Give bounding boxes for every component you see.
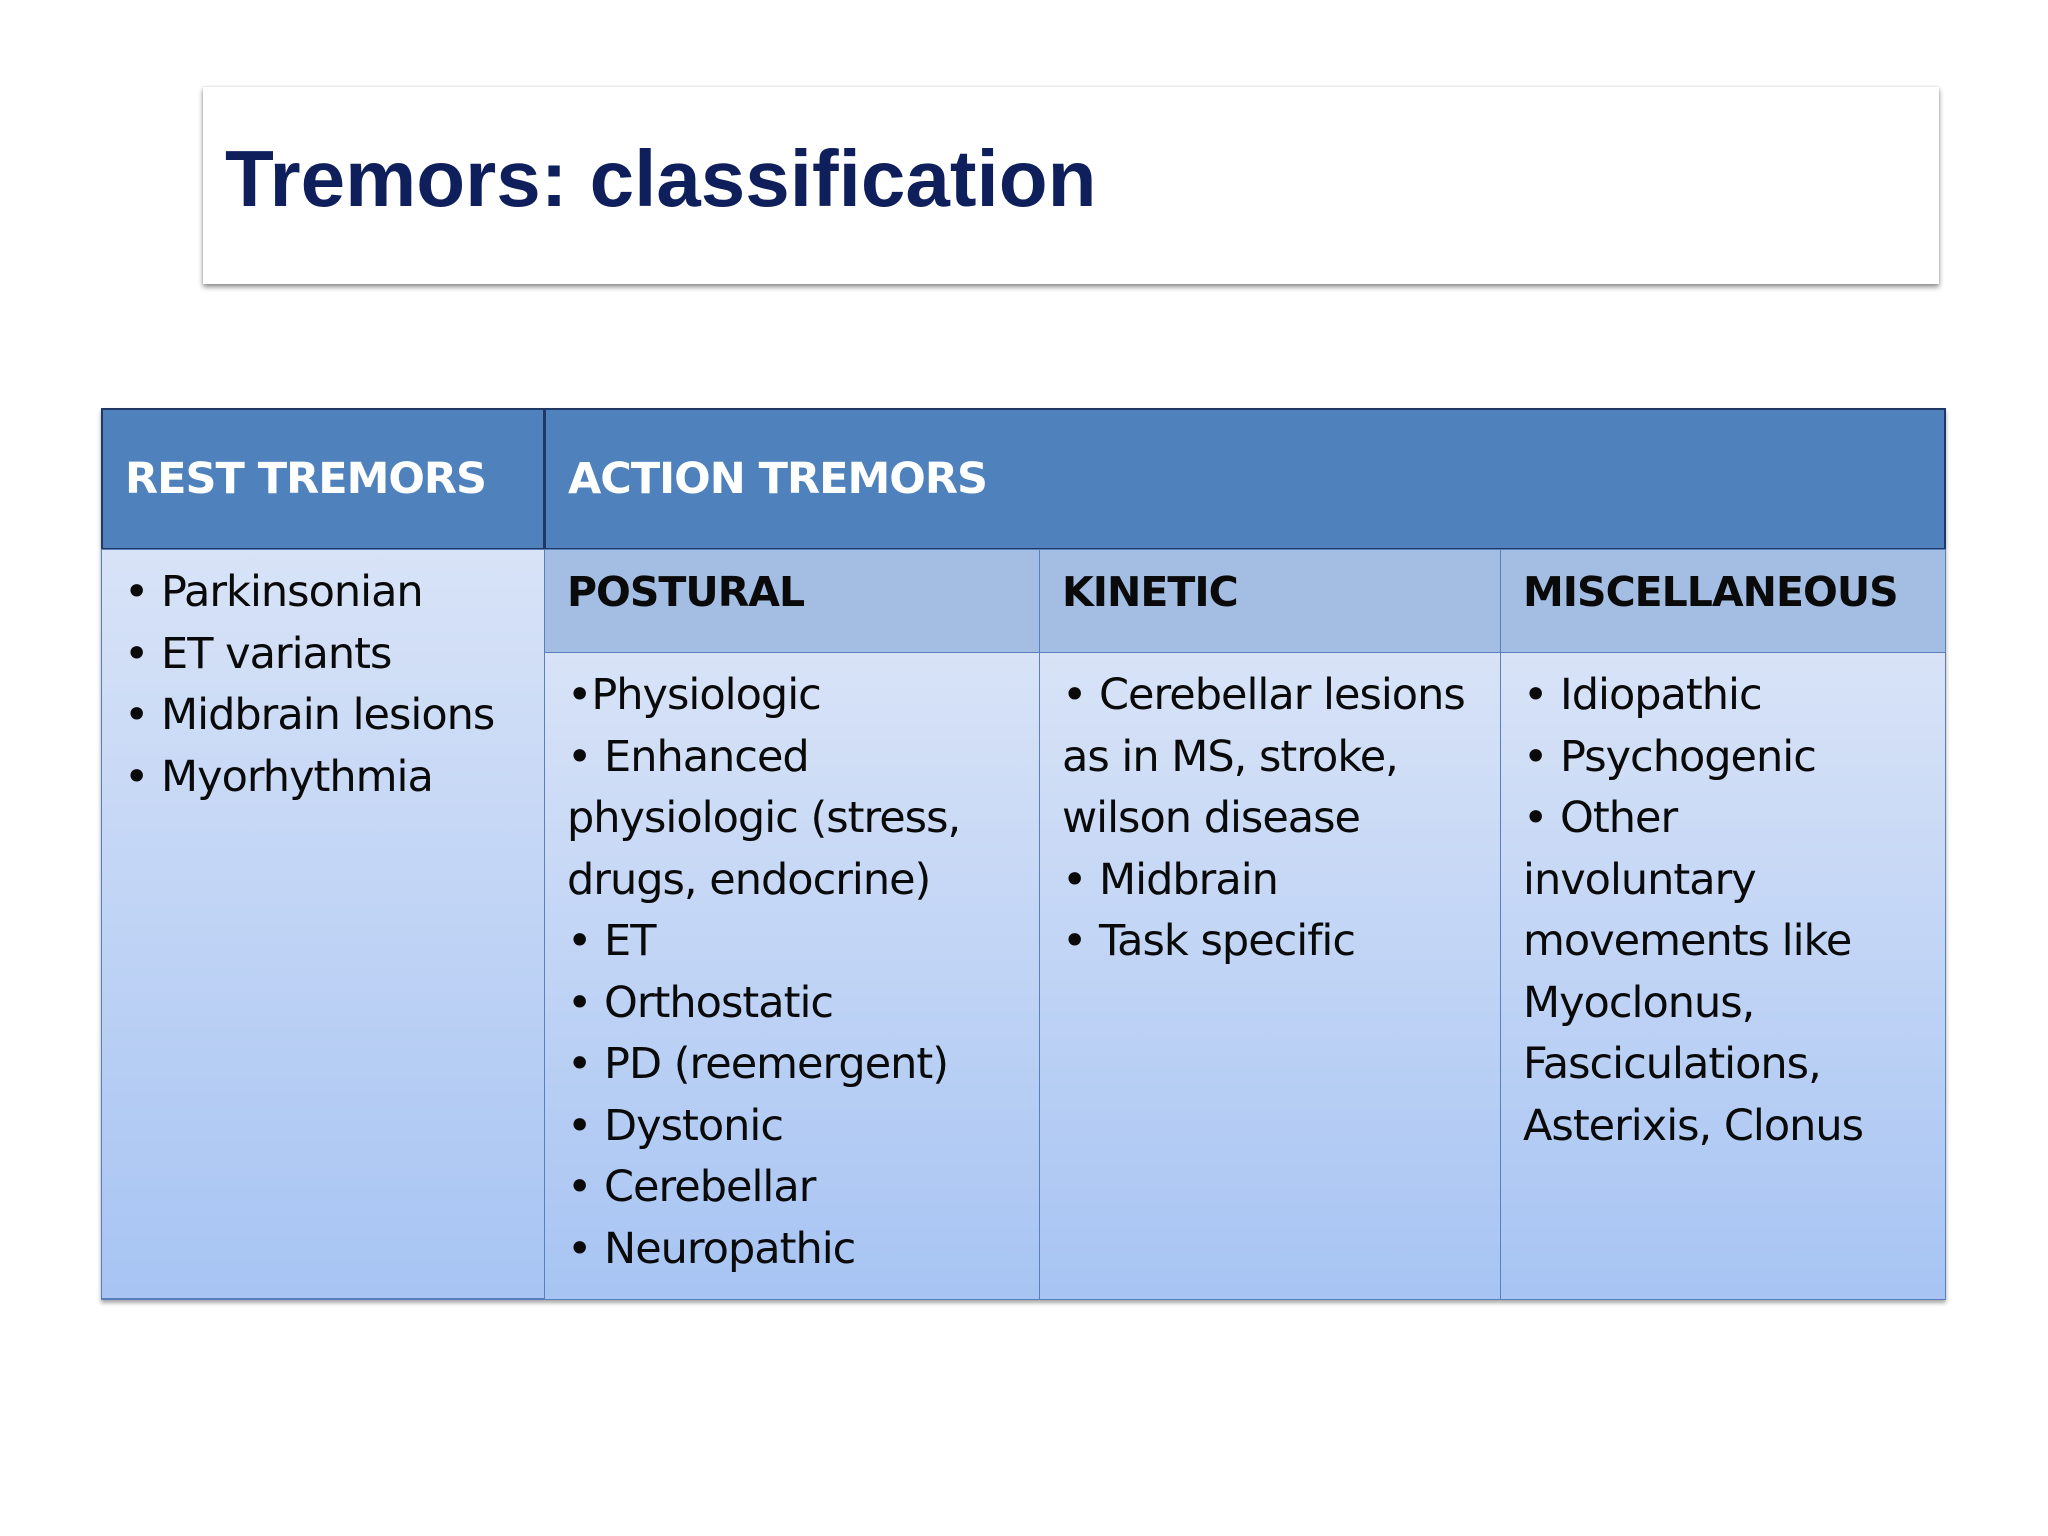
header-rest-tremors: REST TREMORS <box>101 408 545 550</box>
misc-item: • Idiopathic <box>1523 670 1762 720</box>
classification-table <box>101 408 1946 1300</box>
postural-item: physiologic (stress, <box>567 793 961 843</box>
kinetic-item: • Midbrain <box>1062 854 1278 905</box>
kinetic-item: wilson disease <box>1062 793 1361 843</box>
subheader-postural: POSTURAL <box>544 549 1040 653</box>
misc-item: involuntary <box>1523 854 1756 905</box>
postural-item: • Enhanced <box>567 731 809 782</box>
rest-item: • Parkinsonian <box>124 567 423 617</box>
postural-item: •Physiologic <box>567 670 821 720</box>
misc-item: movements like <box>1523 916 1852 966</box>
postural-item: • Dystonic <box>567 1100 784 1151</box>
miscellaneous-cell <box>1500 652 1946 1300</box>
misc-item: • Other <box>1523 793 1678 843</box>
slide-title: Tremors: classification <box>225 134 1097 223</box>
misc-item: Myoclonus, <box>1523 977 1755 1028</box>
header-action-tremors: ACTION TREMORS <box>544 408 1946 550</box>
kinetic-item: • Task specific <box>1062 916 1355 966</box>
postural-item: • PD (reemergent) <box>567 1039 949 1089</box>
kinetic-item: • Cerebellar lesions <box>1062 670 1465 720</box>
kinetic-cell <box>1039 652 1501 1300</box>
postural-item: • ET <box>567 916 656 966</box>
subheader-miscellaneous: MISCELLANEOUS <box>1500 549 1946 653</box>
postural-cell <box>544 652 1040 1300</box>
misc-item: Asterixis, Clonus <box>1523 1100 1864 1151</box>
rest-item: • ET variants <box>124 628 392 679</box>
postural-item: • Neuropathic <box>567 1223 856 1274</box>
misc-item: • Psychogenic <box>1523 731 1816 782</box>
title-box <box>203 87 1939 284</box>
rest-item: • Myorhythmia <box>124 751 433 802</box>
postural-item: • Orthostatic <box>567 977 834 1028</box>
misc-item: Fasciculations, <box>1523 1039 1821 1089</box>
postural-item: drugs, endocrine) <box>567 854 931 905</box>
postural-item: • Cerebellar <box>567 1162 816 1212</box>
rest-item: • Midbrain lesions <box>124 690 495 740</box>
subheader-kinetic: KINETIC <box>1039 549 1501 653</box>
rest-tremors-cell <box>101 549 545 1300</box>
kinetic-item: as in MS, stroke, <box>1062 731 1398 782</box>
